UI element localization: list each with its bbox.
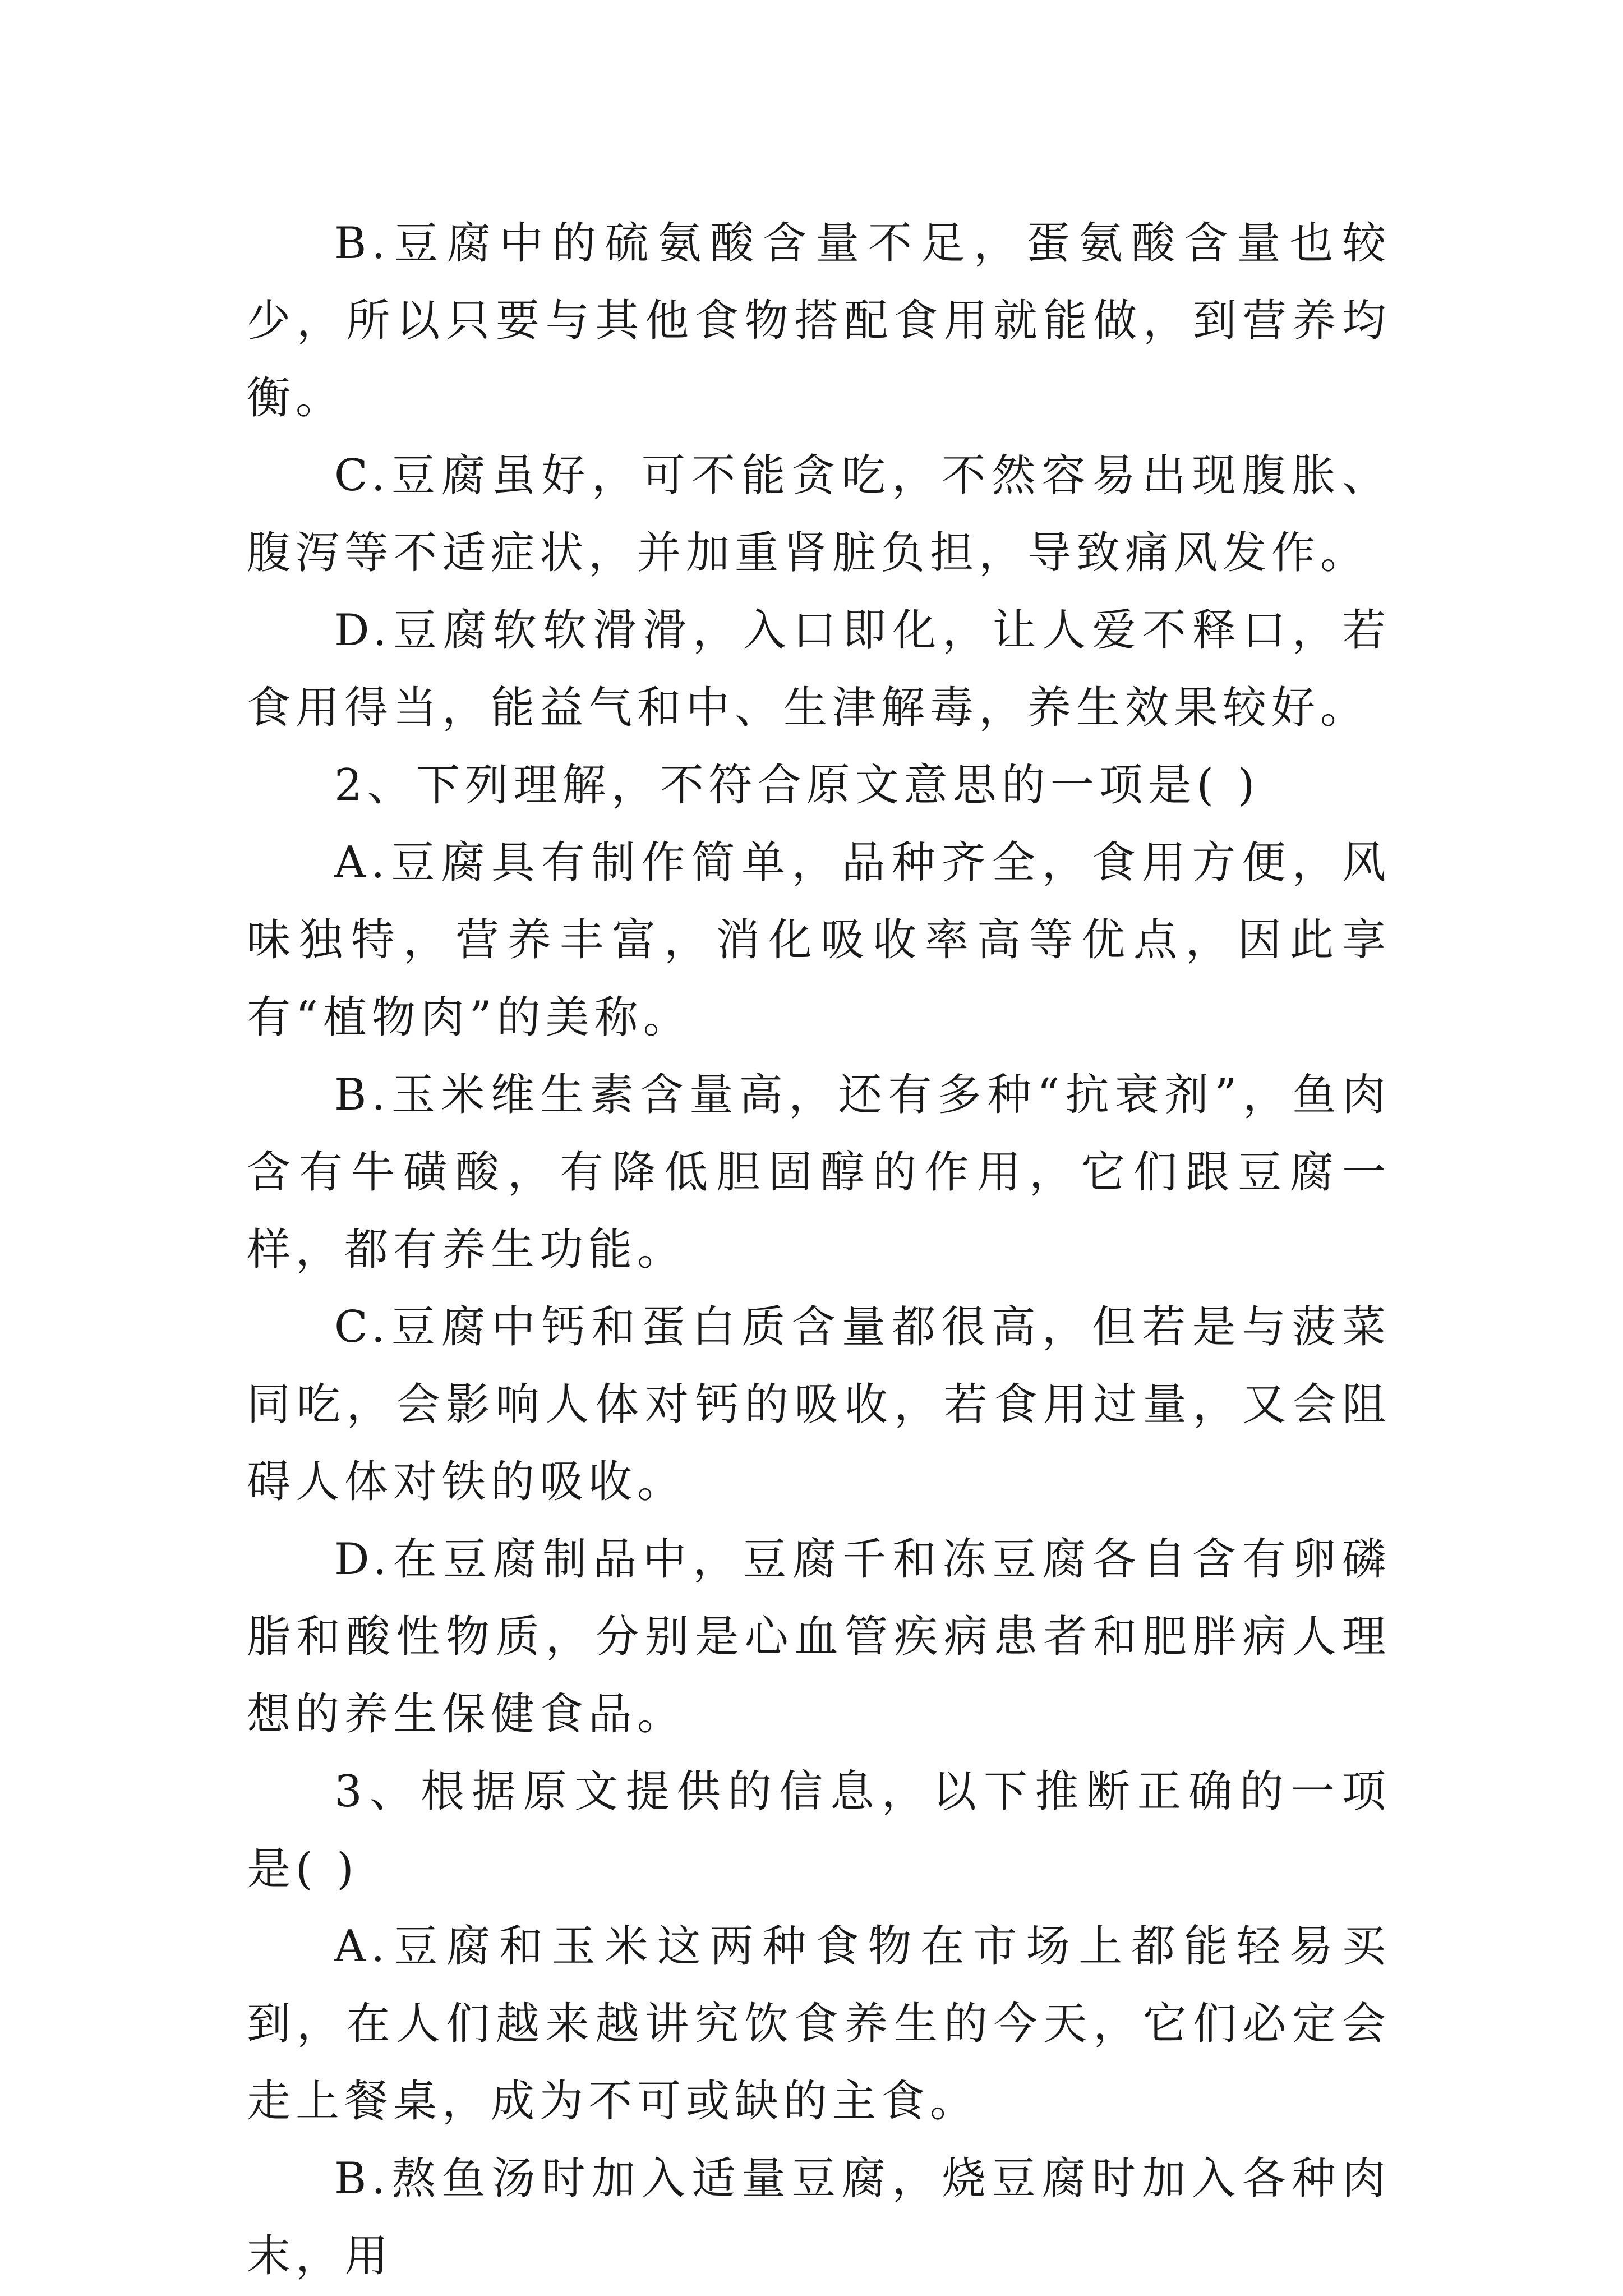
question-3: 3、根据原文提供的信息，以下推断正确的一项是( ) (247, 1766, 1391, 1894)
question-2-option-a: A.豆腐具有制作简单，品种齐全，食用方便，风味独特，营养丰富，消化吸收率高等优点，因此享有“植物肉”的美称。 (247, 838, 1391, 1043)
document-body (247, 205, 1391, 2295)
paragraph-option-b-sulfur-amino-acids: B.豆腐中的硫氨酸含量不足，蛋氨酸含量也较少，所以只要与其他食物搭配食用就能做，到营养均衡。 (247, 218, 1391, 424)
question-2-option-d: D.在豆腐制品中，豆腐千和冻豆腐各自含有卵磷脂和酸性物质，分别是心血管疾病患者和肥胖病人理想的养生保健食品。 (247, 1534, 1391, 1740)
question-2-option-b: B.玉米维生素含量高，还有多种“抗衰剂”，鱼肉含有牛磺酸，有降低胆固醇的作用，它们跟豆腐一样，都有养生功能。 (247, 1070, 1391, 1275)
paragraph-option-c-overeating: C.豆腐虽好，可不能贪吃，不然容易出现腹胀、腹泻等不适症状，并加重肾脏负担，导致痛风发作。 (247, 450, 1391, 578)
question-2: 2、下列理解，不符合原文意思的一项是( ) (334, 760, 1260, 811)
question-3-option-b: B.熬鱼汤时加入适量豆腐，烧豆腐时加入各种肉末，用 (247, 2154, 1391, 2281)
question-2-option-c: C.豆腐中钙和蛋白质含量都很高，但若是与菠菜同吃，会影响人体对钙的吸收，若食用过量，又会阻碍人体对铁的吸收。 (247, 1302, 1391, 1507)
paragraph-option-d-health-effect: D.豆腐软软滑滑，入口即化，让人爱不释口，若食用得当，能益气和中、生津解毒，养生效果较好。 (247, 605, 1391, 733)
question-3-option-a: A.豆腐和玉米这两种食物在市场上都能轻易买到，在人们越来越讲究饮食养生的今天，它们必定会走上餐桌，成为不可或缺的主食。 (247, 1921, 1391, 2127)
